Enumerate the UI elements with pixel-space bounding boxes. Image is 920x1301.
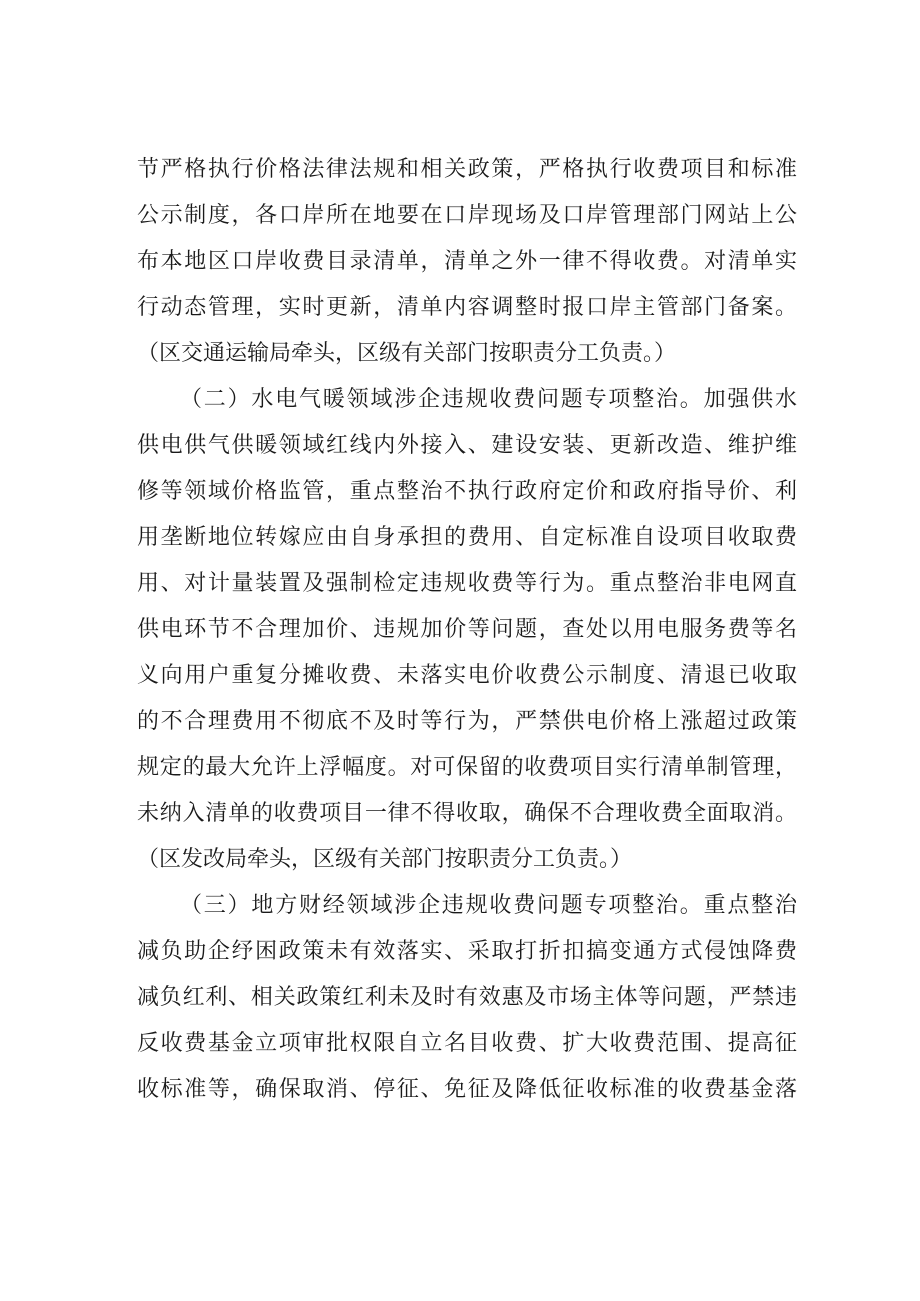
text-line: 供电供气供暖领域红线内外接入、建设安装、更新改造、维护维 — [137, 433, 797, 458]
text-line: 减负红利、相关政策红利未及时有效惠及市场主体等问题，严禁违 — [137, 985, 797, 1010]
section-heading-line: （三）地方财经领域涉企违规收费问题专项整治。重点整治 — [180, 893, 797, 918]
text-line: 义向用户重复分摊收费、未落实电价收费公示制度、清退已收取 — [137, 663, 797, 688]
text-line: 节严格执行价格法律法规和相关政策，严格执行收费项目和标准 — [137, 157, 797, 182]
text-line: 减负助企纾困政策未有效落实、采取打折扣搞变通方式侵蚀降费 — [137, 939, 797, 964]
text-line: 布本地区口岸收费目录清单，清单之外一律不得收费。对清单实 — [137, 249, 797, 274]
text-line: （区交通运输局牵头，区级有关部门按职责分工负责。） — [137, 341, 677, 366]
text-line: 反收费基金立项审批权限自立名目收费、扩大收费范围、提高征 — [137, 1031, 797, 1056]
text-line: 用、对计量装置及强制检定违规收费等行为。重点整治非电网直 — [137, 571, 797, 596]
text-line: 未纳入清单的收费项目一律不得收取，确保不合理收费全面取消。 — [137, 801, 797, 826]
text-line: 修等领域价格监管，重点整治不执行政府定价和政府指导价、利 — [137, 479, 797, 504]
text-line: （区发改局牵头，区级有关部门按职责分工负责。） — [137, 847, 633, 872]
text-line: 规定的最大允许上浮幅度。对可保留的收费项目实行清单制管理， — [137, 755, 797, 780]
text-line: 行动态管理，实时更新，清单内容调整时报口岸主管部门备案。 — [137, 295, 797, 320]
section-heading-line: （二）水电气暖领域涉企违规收费问题专项整治。加强供水 — [180, 387, 797, 412]
text-line: 用垄断地位转嫁应由自身承担的费用、自定标准自设项目收取费 — [137, 525, 797, 550]
text-line: 供电环节不合理加价、违规加价等问题，查处以用电服务费等名 — [137, 617, 797, 642]
text-line: 收标准等，确保取消、停征、免征及降低征收标准的收费基金落 — [137, 1077, 797, 1102]
text-line: 公示制度，各口岸所在地要在口岸现场及口岸管理部门网站上公 — [137, 203, 797, 228]
text-line: 的不合理费用不彻底不及时等行为，严禁供电价格上涨超过政策 — [137, 709, 797, 734]
